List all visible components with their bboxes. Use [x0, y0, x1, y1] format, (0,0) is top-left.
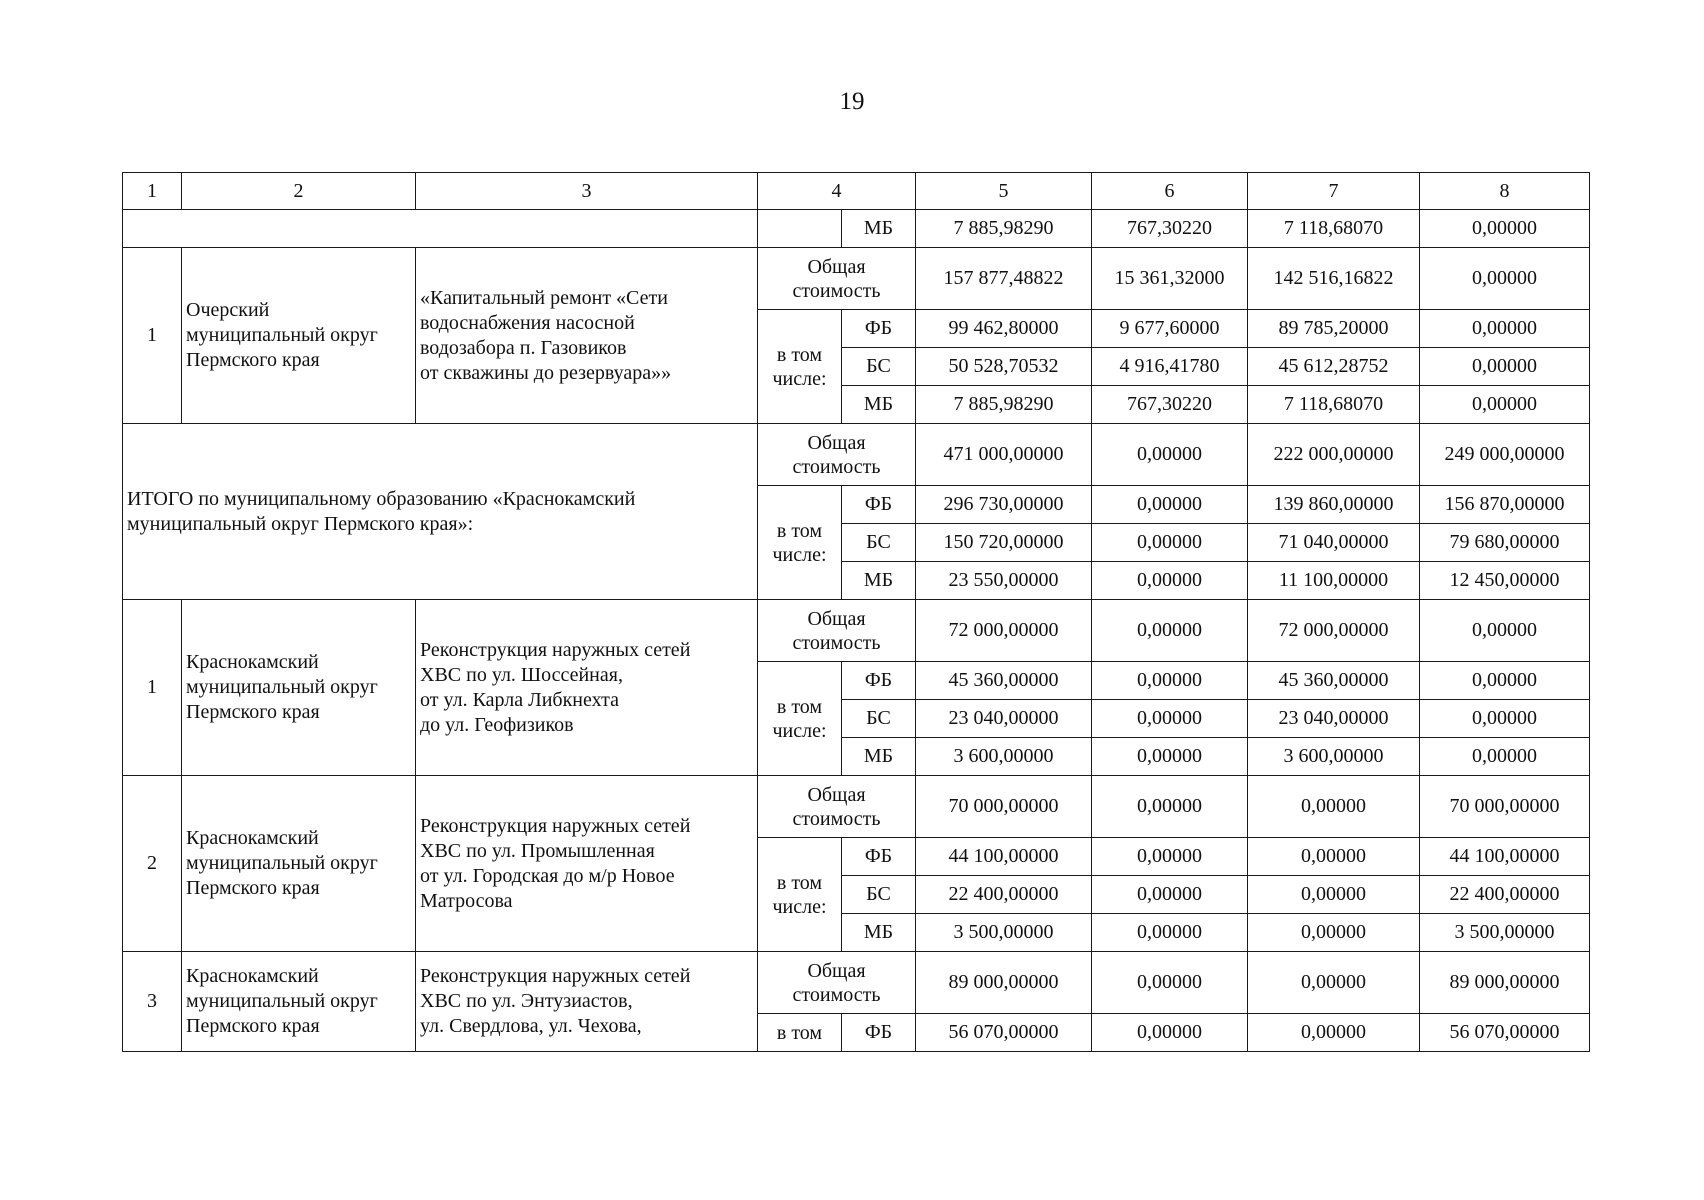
- value-cell: 9 677,60000: [1092, 310, 1248, 348]
- including-label: в том: [758, 1014, 842, 1052]
- value-cell: 50 528,70532: [916, 348, 1092, 386]
- carry-empty-cell: [123, 210, 758, 248]
- including-label: в том числе:: [758, 486, 842, 600]
- carry-empty-sub: [758, 210, 842, 248]
- value-cell: 0,00000: [1420, 386, 1590, 424]
- value-cell: 56 070,00000: [916, 1014, 1092, 1052]
- value-cell: 4 916,41780: [1092, 348, 1248, 386]
- value-cell: 296 730,00000: [916, 486, 1092, 524]
- value-cell: 0,00000: [1420, 738, 1590, 776]
- object-name: «Капитальный ремонт «Сети водоснабжения насосной водозабора п. Газовиков от скважины до резервуара»»: [416, 248, 758, 424]
- value-cell: 0,00000: [1248, 776, 1420, 838]
- itogo-label: ИТОГО по муниципальному образованию «Краснокамский муниципальный округ Пермского края»:: [123, 424, 758, 600]
- value-cell: 0,00000: [1248, 1014, 1420, 1052]
- fund-code: БС: [842, 700, 916, 738]
- value-cell: 0,00000: [1092, 952, 1248, 1014]
- value-cell: 72 000,00000: [916, 600, 1092, 662]
- value-cell: 3 600,00000: [916, 738, 1092, 776]
- value-cell: 7 118,68070: [1248, 386, 1420, 424]
- value-cell: 0,00000: [1420, 662, 1590, 700]
- value-cell: 0,00000: [1420, 348, 1590, 386]
- value-cell: 139 860,00000: [1248, 486, 1420, 524]
- municipality-name: Краснокамский муниципальный округ Пермского края: [182, 952, 416, 1052]
- fund-code: БС: [842, 348, 916, 386]
- municipality-name: Краснокамский муниципальный округ Пермского края: [182, 600, 416, 776]
- fund-code: ФБ: [842, 310, 916, 348]
- budget-table: [122, 172, 1590, 1052]
- row-number: 1: [123, 600, 182, 776]
- fund-code: МБ: [842, 562, 916, 600]
- header-row: [123, 173, 1590, 210]
- carry-code: МБ: [842, 210, 916, 248]
- value-cell: 22 400,00000: [916, 876, 1092, 914]
- carry-v6: 767,30220: [1092, 210, 1248, 248]
- fund-code: БС: [842, 524, 916, 562]
- value-cell: 0,00000: [1092, 838, 1248, 876]
- carry-v8: 0,00000: [1420, 210, 1590, 248]
- value-cell: 72 000,00000: [1248, 600, 1420, 662]
- fund-code: ФБ: [842, 662, 916, 700]
- value-cell: 0,00000: [1248, 876, 1420, 914]
- value-cell: 11 100,00000: [1248, 562, 1420, 600]
- table-row: [123, 424, 1590, 486]
- municipality-name: Очерский муниципальный округ Пермского края: [182, 248, 416, 424]
- including-label: в том числе:: [758, 662, 842, 776]
- value-cell: 0,00000: [1420, 310, 1590, 348]
- value-cell: 23 040,00000: [1248, 700, 1420, 738]
- fund-code: БС: [842, 876, 916, 914]
- value-cell: 0,00000: [1092, 914, 1248, 952]
- value-cell: 7 885,98290: [916, 386, 1092, 424]
- municipality-name: Краснокамский муниципальный округ Пермского края: [182, 776, 416, 952]
- value-cell: 0,00000: [1420, 248, 1590, 310]
- header-col-2: 2: [182, 173, 416, 210]
- fund-code: ФБ: [842, 1014, 916, 1052]
- value-cell: 767,30220: [1092, 386, 1248, 424]
- value-cell: 0,00000: [1420, 600, 1590, 662]
- value-cell: 12 450,00000: [1420, 562, 1590, 600]
- table-row: [123, 952, 1590, 1014]
- page-number: 19: [839, 88, 865, 115]
- header-col-1: 1: [123, 173, 182, 210]
- value-cell: 0,00000: [1092, 662, 1248, 700]
- including-label: в том числе:: [758, 310, 842, 424]
- value-cell: 23 550,00000: [916, 562, 1092, 600]
- header-col-5: 5: [916, 173, 1092, 210]
- table-row: [123, 600, 1590, 662]
- fund-code: ФБ: [842, 486, 916, 524]
- value-cell: 0,00000: [1092, 524, 1248, 562]
- table-row: [123, 776, 1590, 838]
- value-cell: 150 720,00000: [916, 524, 1092, 562]
- header-col-8: 8: [1420, 173, 1590, 210]
- carry-row: [123, 210, 1590, 248]
- value-cell: 56 070,00000: [1420, 1014, 1590, 1052]
- value-cell: 0,00000: [1248, 914, 1420, 952]
- value-cell: 89 000,00000: [1420, 952, 1590, 1014]
- value-cell: 15 361,32000: [1092, 248, 1248, 310]
- value-cell: 0,00000: [1092, 700, 1248, 738]
- including-label: в том числе:: [758, 838, 842, 952]
- value-cell: 3 500,00000: [1420, 914, 1590, 952]
- value-cell: 3 500,00000: [916, 914, 1092, 952]
- table-row: [123, 248, 1590, 310]
- row-number: 3: [123, 952, 182, 1052]
- value-cell: 89 785,20000: [1248, 310, 1420, 348]
- value-cell: 0,00000: [1092, 486, 1248, 524]
- value-cell: 70 000,00000: [916, 776, 1092, 838]
- object-name: Реконструкция наружных сетей ХВС по ул. Энтузиастов, ул. Свердлова, ул. Чехова,: [416, 952, 758, 1052]
- header-col-4: 4: [758, 173, 916, 210]
- value-cell: 89 000,00000: [916, 952, 1092, 1014]
- value-cell: 0,00000: [1092, 776, 1248, 838]
- value-cell: 0,00000: [1092, 600, 1248, 662]
- row-number: 1: [123, 248, 182, 424]
- value-cell: 471 000,00000: [916, 424, 1092, 486]
- total-cost-label: Общая стоимость: [758, 952, 916, 1014]
- object-name: Реконструкция наружных сетей ХВС по ул. Шоссейная, от ул. Карла Либкнехта до ул. Геофизиков: [416, 600, 758, 776]
- header-col-3: 3: [416, 173, 758, 210]
- fund-code: ФБ: [842, 838, 916, 876]
- value-cell: 0,00000: [1092, 1014, 1248, 1052]
- fund-code: МБ: [842, 386, 916, 424]
- value-cell: 45 360,00000: [916, 662, 1092, 700]
- header-col-7: 7: [1248, 173, 1420, 210]
- value-cell: 0,00000: [1420, 700, 1590, 738]
- value-cell: 0,00000: [1092, 876, 1248, 914]
- value-cell: 79 680,00000: [1420, 524, 1590, 562]
- value-cell: 0,00000: [1092, 424, 1248, 486]
- value-cell: 44 100,00000: [916, 838, 1092, 876]
- value-cell: 23 040,00000: [916, 700, 1092, 738]
- value-cell: 3 600,00000: [1248, 738, 1420, 776]
- row-number: 2: [123, 776, 182, 952]
- value-cell: 222 000,00000: [1248, 424, 1420, 486]
- value-cell: 157 877,48822: [916, 248, 1092, 310]
- carry-v5: 7 885,98290: [916, 210, 1092, 248]
- total-cost-label: Общая стоимость: [758, 424, 916, 486]
- value-cell: 0,00000: [1092, 562, 1248, 600]
- header-col-6: 6: [1092, 173, 1248, 210]
- value-cell: 70 000,00000: [1420, 776, 1590, 838]
- value-cell: 99 462,80000: [916, 310, 1092, 348]
- value-cell: 0,00000: [1248, 952, 1420, 1014]
- value-cell: 44 100,00000: [1420, 838, 1590, 876]
- value-cell: 0,00000: [1092, 738, 1248, 776]
- total-cost-label: Общая стоимость: [758, 600, 916, 662]
- value-cell: 22 400,00000: [1420, 876, 1590, 914]
- total-cost-label: Общая стоимость: [758, 776, 916, 838]
- value-cell: 45 360,00000: [1248, 662, 1420, 700]
- value-cell: 71 040,00000: [1248, 524, 1420, 562]
- value-cell: 0,00000: [1248, 838, 1420, 876]
- value-cell: 45 612,28752: [1248, 348, 1420, 386]
- value-cell: 142 516,16822: [1248, 248, 1420, 310]
- object-name: Реконструкция наружных сетей ХВС по ул. Промышленная от ул. Городская до м/р Новое Матросова: [416, 776, 758, 952]
- fund-code: МБ: [842, 738, 916, 776]
- total-cost-label: Общая стоимость: [758, 248, 916, 310]
- value-cell: 249 000,00000: [1420, 424, 1590, 486]
- value-cell: 156 870,00000: [1420, 486, 1590, 524]
- carry-v7: 7 118,68070: [1248, 210, 1420, 248]
- fund-code: МБ: [842, 914, 916, 952]
